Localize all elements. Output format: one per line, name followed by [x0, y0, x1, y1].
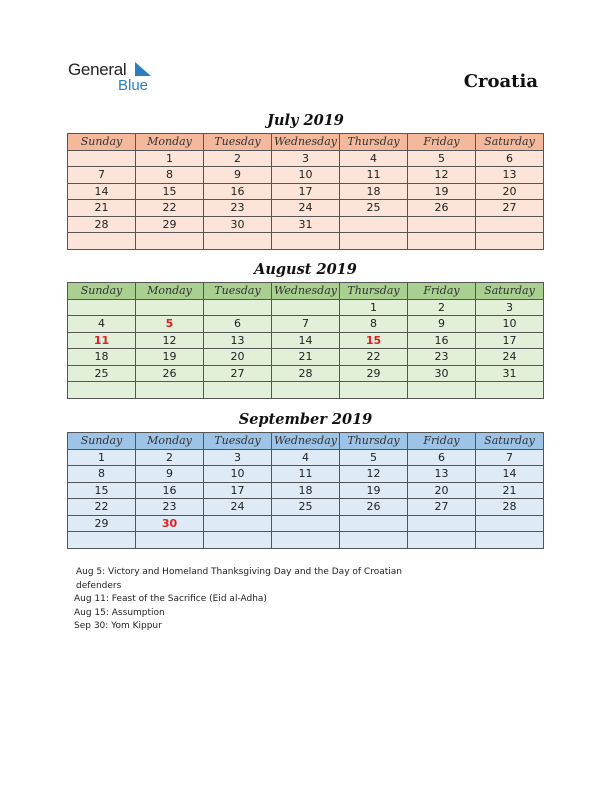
- day-cell: [204, 532, 272, 549]
- weekday-header: Tuesday: [204, 433, 272, 450]
- day-cell: 4: [272, 449, 340, 466]
- weekday-header: Friday: [408, 134, 476, 151]
- day-cell: 17: [272, 183, 340, 200]
- day-cell: 7: [68, 167, 136, 184]
- week-row: [68, 532, 544, 549]
- day-cell: 15: [68, 482, 136, 499]
- day-cell: 13: [476, 167, 544, 184]
- day-cell: 16: [204, 183, 272, 200]
- day-cell: 24: [204, 499, 272, 516]
- day-cell: [272, 515, 340, 532]
- day-cell: [340, 233, 408, 250]
- weekday-header: Wednesday: [272, 283, 340, 300]
- day-cell: [272, 233, 340, 250]
- day-cell: 6: [476, 150, 544, 167]
- day-cell: 3: [476, 299, 544, 316]
- day-cell: 29: [68, 515, 136, 532]
- weekday-header: Saturday: [476, 283, 544, 300]
- day-cell: 22: [136, 200, 204, 217]
- week-row: [68, 299, 544, 316]
- week-row: [68, 167, 544, 184]
- day-cell: [204, 233, 272, 250]
- month-title-august: August 2019: [254, 261, 357, 278]
- day-cell: [136, 532, 204, 549]
- day-cell: 23: [136, 499, 204, 516]
- weekday-header: Thursday: [340, 134, 408, 151]
- day-cell: 7: [476, 449, 544, 466]
- holiday-note: Aug 11: Feast of the Sacrifice (Eid al-Adha): [74, 594, 267, 604]
- weekday-header: Monday: [136, 283, 204, 300]
- day-cell: [340, 532, 408, 549]
- day-cell: 17: [476, 332, 544, 349]
- day-cell: 18: [68, 349, 136, 366]
- day-cell: 5: [340, 449, 408, 466]
- weekday-header-row: [68, 283, 544, 300]
- day-cell: 18: [340, 183, 408, 200]
- day-cell: 10: [204, 466, 272, 483]
- day-cell: 16: [408, 332, 476, 349]
- holiday-day-cell: 30: [136, 515, 204, 532]
- day-cell: [204, 515, 272, 532]
- day-cell: [68, 299, 136, 316]
- weekday-header: Sunday: [68, 134, 136, 151]
- week-row: [68, 150, 544, 167]
- day-cell: 28: [476, 499, 544, 516]
- day-cell: [204, 299, 272, 316]
- weekday-header: Tuesday: [204, 134, 272, 151]
- day-cell: 31: [272, 216, 340, 233]
- holiday-notes: [74, 566, 434, 634]
- logo: [68, 60, 168, 100]
- day-cell: 13: [408, 466, 476, 483]
- day-cell: 4: [68, 316, 136, 333]
- day-cell: 1: [340, 299, 408, 316]
- day-cell: [340, 515, 408, 532]
- week-row: [68, 233, 544, 250]
- day-cell: [204, 382, 272, 399]
- day-cell: [408, 233, 476, 250]
- day-cell: 14: [272, 332, 340, 349]
- holiday-day-cell: 11: [68, 332, 136, 349]
- weekday-header: Saturday: [476, 134, 544, 151]
- day-cell: [272, 532, 340, 549]
- day-cell: 30: [204, 216, 272, 233]
- week-row: [68, 499, 544, 516]
- calendar-september: [67, 432, 544, 549]
- calendar-august: [67, 282, 544, 399]
- day-cell: 14: [68, 183, 136, 200]
- day-cell: [68, 382, 136, 399]
- day-cell: 21: [68, 200, 136, 217]
- weekday-header: Sunday: [68, 283, 136, 300]
- day-cell: 30: [408, 365, 476, 382]
- day-cell: 23: [204, 200, 272, 217]
- week-row: [68, 316, 544, 333]
- country-title: Croatia: [463, 71, 538, 92]
- day-cell: 3: [204, 449, 272, 466]
- day-cell: 29: [340, 365, 408, 382]
- day-cell: 25: [340, 200, 408, 217]
- day-cell: [136, 233, 204, 250]
- day-cell: 26: [340, 499, 408, 516]
- day-cell: 3: [272, 150, 340, 167]
- day-cell: [476, 233, 544, 250]
- day-cell: [136, 299, 204, 316]
- day-cell: 16: [136, 482, 204, 499]
- day-cell: 6: [408, 449, 476, 466]
- week-row: [68, 200, 544, 217]
- weekday-header: Thursday: [340, 433, 408, 450]
- day-cell: 19: [340, 482, 408, 499]
- weekday-header: Saturday: [476, 433, 544, 450]
- day-cell: 14: [476, 466, 544, 483]
- day-cell: 8: [136, 167, 204, 184]
- day-cell: 23: [408, 349, 476, 366]
- day-cell: 25: [272, 499, 340, 516]
- day-cell: 5: [408, 150, 476, 167]
- weekday-header: Thursday: [340, 283, 408, 300]
- day-cell: [476, 216, 544, 233]
- week-row: [68, 466, 544, 483]
- week-row: [68, 349, 544, 366]
- calendar-july: [67, 133, 544, 250]
- weekday-header: Sunday: [68, 433, 136, 450]
- day-cell: 1: [136, 150, 204, 167]
- day-cell: 9: [204, 167, 272, 184]
- day-cell: 7: [272, 316, 340, 333]
- day-cell: 22: [68, 499, 136, 516]
- day-cell: [476, 382, 544, 399]
- day-cell: 4: [340, 150, 408, 167]
- day-cell: 31: [476, 365, 544, 382]
- day-cell: 8: [68, 466, 136, 483]
- day-cell: [136, 382, 204, 399]
- day-cell: 20: [476, 183, 544, 200]
- holiday-day-cell: 5: [136, 316, 204, 333]
- weekday-header-row: [68, 134, 544, 151]
- weekday-header: Friday: [408, 433, 476, 450]
- month-title-september: September 2019: [238, 411, 373, 428]
- day-cell: [408, 382, 476, 399]
- day-cell: [272, 382, 340, 399]
- day-cell: 10: [476, 316, 544, 333]
- day-cell: 19: [136, 349, 204, 366]
- day-cell: 22: [340, 349, 408, 366]
- day-cell: 28: [272, 365, 340, 382]
- weekday-header: Monday: [136, 134, 204, 151]
- weekday-header: Monday: [136, 433, 204, 450]
- logo-triangle-icon: [133, 62, 153, 78]
- day-cell: [476, 532, 544, 549]
- weekday-header: Tuesday: [204, 283, 272, 300]
- day-cell: 29: [136, 216, 204, 233]
- day-cell: 2: [408, 299, 476, 316]
- week-row: [68, 449, 544, 466]
- day-cell: 18: [272, 482, 340, 499]
- day-cell: 12: [136, 332, 204, 349]
- week-row: [68, 216, 544, 233]
- day-cell: 24: [272, 200, 340, 217]
- holiday-note: Aug 15: Assumption: [74, 607, 165, 618]
- day-cell: [68, 532, 136, 549]
- day-cell: 11: [340, 167, 408, 184]
- day-cell: [340, 382, 408, 399]
- day-cell: 15: [136, 183, 204, 200]
- weekday-header: Friday: [408, 283, 476, 300]
- day-cell: 13: [204, 332, 272, 349]
- day-cell: 27: [204, 365, 272, 382]
- day-cell: [272, 299, 340, 316]
- holiday-note: Aug 5: Victory and Homeland Thanksgiving Day and the Day of Croatian defenders: [76, 567, 402, 591]
- day-cell: 20: [204, 349, 272, 366]
- day-cell: 1: [68, 449, 136, 466]
- day-cell: 11: [272, 466, 340, 483]
- day-cell: 20: [408, 482, 476, 499]
- day-cell: 17: [204, 482, 272, 499]
- weekday-header: Wednesday: [272, 134, 340, 151]
- month-title-july: July 2019: [267, 112, 344, 129]
- weekday-header: Wednesday: [272, 433, 340, 450]
- day-cell: 25: [68, 365, 136, 382]
- logo-word-blue: Blue: [118, 77, 149, 94]
- logo-word-general: General: [68, 60, 127, 79]
- day-cell: 12: [340, 466, 408, 483]
- week-row: [68, 183, 544, 200]
- holiday-note: Sep 30: Yom Kippur: [74, 621, 162, 631]
- week-row: [68, 482, 544, 499]
- day-cell: 8: [340, 316, 408, 333]
- day-cell: [340, 216, 408, 233]
- day-cell: 2: [204, 150, 272, 167]
- week-row: [68, 382, 544, 399]
- day-cell: [476, 515, 544, 532]
- day-cell: 27: [476, 200, 544, 217]
- day-cell: [68, 233, 136, 250]
- day-cell: 26: [408, 200, 476, 217]
- day-cell: [408, 515, 476, 532]
- week-row: [68, 332, 544, 349]
- day-cell: 10: [272, 167, 340, 184]
- day-cell: 28: [68, 216, 136, 233]
- day-cell: 6: [204, 316, 272, 333]
- day-cell: 12: [408, 167, 476, 184]
- day-cell: 24: [476, 349, 544, 366]
- day-cell: [408, 532, 476, 549]
- day-cell: 26: [136, 365, 204, 382]
- day-cell: [68, 150, 136, 167]
- day-cell: 21: [272, 349, 340, 366]
- day-cell: 27: [408, 499, 476, 516]
- day-cell: 9: [136, 466, 204, 483]
- day-cell: 2: [136, 449, 204, 466]
- week-row: [68, 515, 544, 532]
- day-cell: 19: [408, 183, 476, 200]
- holiday-day-cell: 15: [340, 332, 408, 349]
- day-cell: [408, 216, 476, 233]
- week-row: [68, 365, 544, 382]
- day-cell: 9: [408, 316, 476, 333]
- day-cell: 21: [476, 482, 544, 499]
- weekday-header-row: [68, 433, 544, 450]
